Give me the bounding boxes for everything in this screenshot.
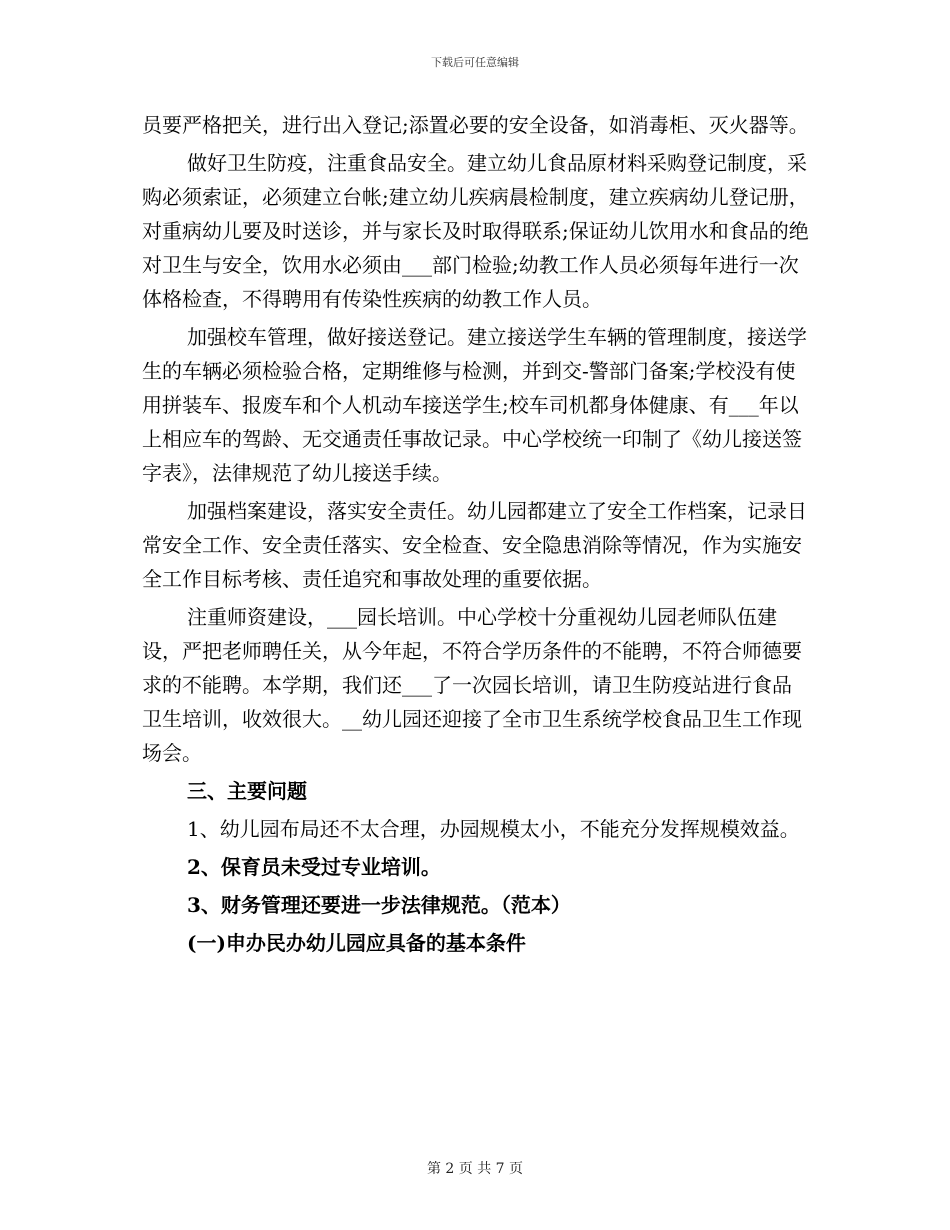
paragraph-school-bus: 加强校车管理，做好接送登记。建立接送学生车辆的管理制度，接送学生的车辆必须检验合格，定期维修与检测，并到交-警部门备案;学校没有使用拼装车、报废车和个人机动车接送学生;校车司机都身体健康、有___年以上相应车的驾龄、无交通责任事故记录。中心学校统一印制了《幼儿接送签字表》，法律规范了幼儿接送手续。 [142, 325, 807, 485]
problem-item-3: 3、财务管理还要进一步法律规范。（范本） [187, 893, 571, 917]
problem-item-2: 2、保育员未受过专业培训。 [187, 855, 441, 879]
subsection-heading: (一)申办民办幼儿园应具备的基本条件 [187, 931, 526, 955]
document-body [142, 108, 810, 960]
section-heading-problems: 三、主要问题 [187, 779, 307, 803]
page-footer: 第 2 页 共 7 页 [426, 1161, 524, 1177]
paragraph-hygiene: 做好卫生防疫，注重食品安全。建立幼儿食品原材料采购登记制度，采购必须索证，必须建立台帐;建立幼儿疾病晨检制度，建立疾病幼儿登记册，对重病幼儿要及时送诊，并与家长及时取得联系;保证幼儿饮用水和食品的绝对卫生与安全，饮用水必须由___部门检验;幼教工作人员必须每年进行一次体格检查，不得聘用有传染性疾病的幼教工作人员。 [142, 151, 809, 311]
page-header: 下载后可任意编辑 [431, 56, 519, 69]
paragraph-continuation: 员要严格把关，进行出入登记;添置必要的安全设备，如消毒柜、灭火器等。 [142, 113, 809, 137]
paragraph-teachers: 注重师资建设，___园长培训。中心学校十分重视幼儿园老师队伍建设，严把老师聘任关，从今年起，不符合学历条件的不能聘，不符合师德要求的不能聘。本学期，我们还___了一次园长培训，请卫生防疫站进行食品卫生培训，收效很大。__幼儿园还迎接了全市卫生系统学校食品卫生工作现场会。 [142, 605, 802, 765]
paragraph-archives: 加强档案建设，落实安全责任。幼儿园都建立了安全工作档案，记录日常安全工作、安全责任落实、安全检查、安全隐患消除等情况，作为实施安全工作目标考核、责任追究和事故处理的重要依据。 [142, 499, 807, 591]
problem-item-1: 1、幼儿园布局还不太合理，办园规模太小，不能充分发挥规模效益。 [187, 817, 800, 841]
